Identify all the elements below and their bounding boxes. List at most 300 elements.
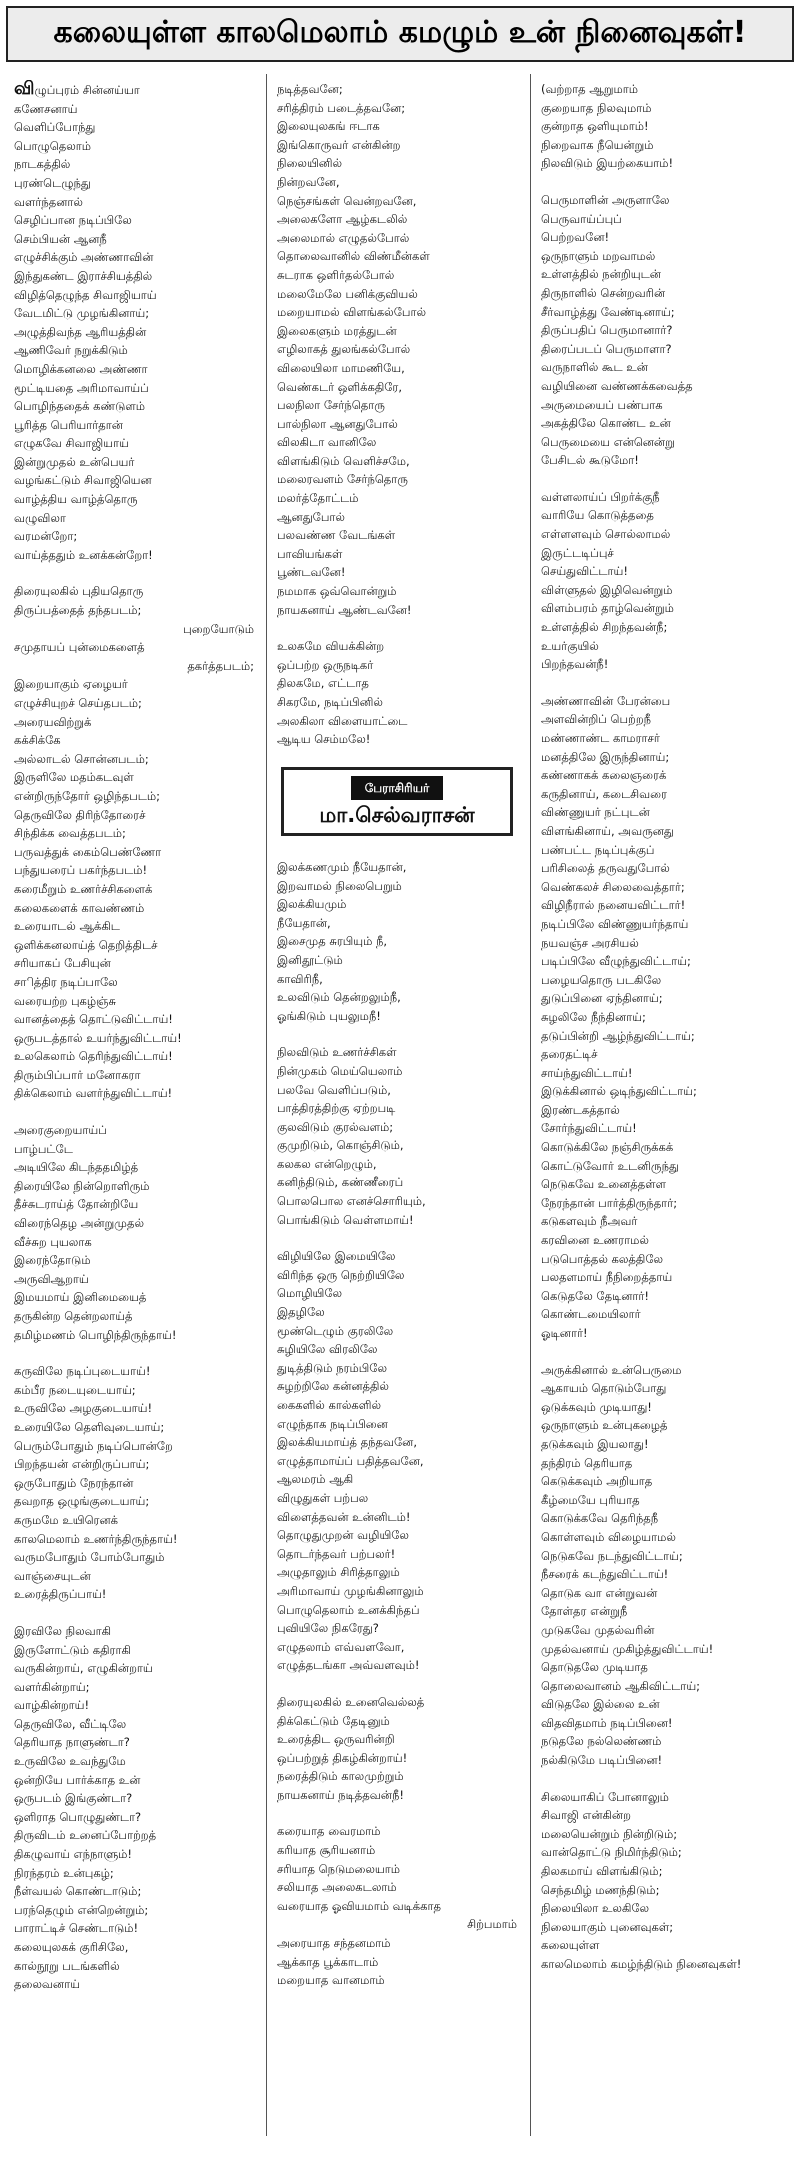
poem-line: உள்ளத்தில் சிறந்தவன்நீ; [541,620,668,635]
poem-line: பெரும்போதும் நடிப்பொன்றே [14,1438,173,1453]
poem-line: தருகின்ற தென்றலாய்த் [14,1309,133,1323]
poem-line: அழுதாலும் சிரித்தாலும் [277,1565,400,1580]
poem-line: மூண்டெழும் குரலிலே [277,1323,394,1338]
poem-line: வானத்தைத் தொட்டுவிட்டாய்! [14,1012,173,1027]
poem-line: அருக்கினால் உன்பெருமை [541,1362,682,1377]
poem-line: துடித்திடும் நரம்பிலே [277,1360,387,1375]
poem-line: மூட்டியதை அரிமாவாய்ப் [14,380,149,395]
page-title: கலையுள்ள காலமெலாம் கமழும் உன் நினைவுகள்! [53,14,747,50]
poem-line: சிந்திக்க வைத்தபடம்; [14,826,126,841]
poem-line: அளவின்றிப் பெற்றநீ [541,712,652,727]
poem-line: உள்ளத்தில் நன்றியுடன் [541,267,661,282]
poem-line: அருவிஆறாய் [14,1271,89,1286]
poem-line: எழுத்தடங்கா அவ்வளவும்! [277,1658,420,1673]
poem-line: உரைத்திருப்பாய்! [14,1587,107,1602]
poem-line: எள்ளளவும் சொல்லாமல் [541,527,671,542]
poem-line: இடுக்கினால் ஒடிந்துவிட்டாய்; [541,1084,697,1099]
poem-line: ஆகாயம் தொடும்போது [541,1381,667,1396]
poem-stanza [277,1693,517,1805]
poem-line: கண்ணாகக் கலைஞரைக் [541,768,667,783]
poem-line: பொழுதெலாம் உனக்கிந்தப் [277,1602,420,1617]
poem-line: இலக்கியமும் [277,897,347,912]
poem-line: புரண்டெழுந்து [14,175,91,190]
poem-stanza [541,488,781,674]
poem-line: கருமமே உயிரெனக் [14,1512,118,1527]
poem-line: முதல்வனாய் முகிழ்த்துவிட்டாய்! [541,1641,714,1656]
poem-stanza [541,1361,781,1770]
poem-line: விண்ணுயர் நட்புடன் [541,805,650,820]
poem-line: கொடுக்கிலே நஞ்சிருக்கக் [541,1140,674,1155]
poem-line: தொடுக வா என்றுவன் [541,1585,658,1600]
poem-line: கலகல என்றெழும், [277,1156,377,1171]
poem-line: பூரித்த பெரியார்தான் [14,417,123,432]
poem-line: குலவிடும் குரல்வளம்; [277,1119,394,1134]
poem-line: ஒன்றியே பார்க்காத உன் [14,1772,141,1787]
poem-line: உரையாடல் ஆக்கிட [14,919,120,934]
poem-line: காலமெலாம் உணர்ந்திருந்தாய்! [14,1531,178,1546]
poem-line: கரைமீறும் உணர்ச்சிகளைக் [14,881,153,896]
poem-line: சரியாகப் பேசியுன் [14,956,111,971]
poem-line: படுபொத்தல் கலத்திலே [541,1251,664,1266]
poem-line: விள்ளுதல் இழிவென்றும் [541,582,673,597]
poem-line: நயவஞ்ச அரசியல் [541,935,639,950]
poem-line: திலகமே, எட்டாத [277,676,369,691]
poem-line: தகர்த்தபடம்; [187,658,254,673]
poem-line: சீர்வாழ்த்து வேண்டினாய்; [541,304,675,319]
poem-line: பால்நிலா ஆனதுபோல் [277,416,398,431]
poem-line: பிறந்தவன்நீ! [541,657,609,672]
poem-line: விளங்கிடும் வெளிச்சமே, [277,453,410,468]
poem-line: ஆலமரம் ஆகி [277,1472,354,1487]
poem-line: புவியிலே நிகரேது? [277,1621,379,1636]
poem-line: சோர்ந்துவிட்டாய்! [541,1121,637,1136]
poem-line: இறவாமல் நிலைபெறும் [277,878,402,893]
poem-line: கக்சிக்கே [14,733,61,748]
poem-line: தொலைவானம் ஆகிவிட்டாய்; [541,1678,701,1693]
poem-line: செய்துவிட்டாய்! [541,564,629,579]
poem-line: ஒருபோதும் நேரந்தான் [14,1475,134,1490]
poem-line: நடுதலே நல்லெண்ணம் [541,1734,662,1749]
poem-line: நடித்தவனே; [277,82,343,96]
column-divider [530,74,531,2136]
poem-line: மொழிக்கனலை அண்ணா [14,361,148,376]
poem-line: கலையுள்ள [541,1938,600,1953]
poem-line: கொட்டுவோர் உடனிருந்து [541,1158,679,1173]
poem-line: காலமெலாம் கமழ்ந்திடும் நினைவுகள்! [541,1957,742,1971]
poem-line: தெருவிலே திரிந்தோரைச் [14,807,146,822]
poem-line: பரிசிலைத் தருவதுபோல் [541,861,670,876]
poem-line: நின்முகம் மெய்யெலாம் [277,1063,403,1078]
poem-line: கெடுதலே தேடினார்! [541,1288,650,1303]
poem-line: திருப்பத்தைத் தந்தபடம்; [14,603,142,618]
drop-cap: வி [14,80,35,99]
poem-line: திரையுலகில் புதியதொரு [14,584,144,599]
poem-line: எழுச்சியுறச் செய்தபடம்; [14,696,142,710]
poem-line: நேரந்தான் பார்த்திருந்தார்; [541,1195,678,1210]
author-role: பேராசிரியர் [351,776,444,801]
poem-line: இலைகளும் மரத்துடன் [277,323,397,338]
poem-line: உரைத்திட ஒருவரின்றி [277,1732,395,1747]
poem-line: வாரியே கொடுத்ததை [541,508,654,523]
poem-line: அடியிலே கிடந்ததமிழ்த் [14,1160,139,1175]
poem-line: திரும்பிப்பார் மனோகரா [14,1067,141,1082]
poem-line: நிலவிடும் இயற்கையாம்! [541,156,674,171]
poem-line: சுழற்றிலே கன்னத்தில் [277,1379,389,1394]
poem-line: நல்கிடுமே படிப்பினை! [541,1753,663,1768]
poem-line: சுழலிலே நீந்தினாய்; [541,1009,646,1024]
poem-line: தெருவிலே, வீட்டிலே [14,1716,127,1731]
poem-line: கணேசனாய் [14,101,78,116]
poem-line: தொடர்ந்தவர் பற்பலர்! [277,1546,396,1561]
poem-line: புறையோடும் [183,621,254,636]
poem-stanza [14,1121,254,1344]
poem-line: நிலவிடும் உணர்ச்சிகள் [277,1045,397,1060]
poem-column-3 [541,80,781,2140]
poem-line: பலவண்ண வேடங்கள் [277,528,396,543]
poem-line: பொங்கிடும் வெள்ளமாய்! [277,1212,414,1227]
poem-stanza [541,1788,781,1974]
poem-line: அருமையைப் பண்பாக [541,397,663,412]
poem-line: எழுதலாம் எவ்வளவோ, [277,1639,405,1654]
poem-line: தமிழ்மணம் பொழிந்திருந்தாய்! [14,1327,177,1342]
poem-line: சலியாத அலைகடலாம் [277,1880,397,1895]
poem-line: ஒளிக்கனலாய்த் தெறித்திடச் [14,937,158,952]
poem-line: விதவிதமாம் நடிப்பினை! [541,1715,673,1730]
poem-line: நெடுகவே உனைத்தள்ள [541,1177,666,1192]
poem-stanza [277,1043,517,1229]
poem-line: பலவே வெளிப்படும், [277,1082,391,1097]
poem-line: தவறாத ஒழுங்குடையாய்; [14,1494,150,1509]
poem-line: பெருமாளின் அருளாலே [541,192,670,207]
poem-line: நரைத்திடும் காலமுற்றும் [277,1769,404,1784]
poem-line: பொழிந்ததைக் கண்டுளம் [14,399,145,414]
poem-line: வெண்கலச் சிலைவைத்தார்; [541,879,685,894]
poem-line: நீயேதான், [277,915,331,930]
poem-line: கம்பீர நடையுடையாய்; [14,1382,136,1397]
poem-line: பாராட்டிச் செண்டாடும்! [14,1921,139,1936]
poem-line: தடுப்பின்றி ஆழ்ந்துவிட்டாய்; [541,1028,695,1043]
poem-line: கைகளில் கால்களில் [277,1398,382,1412]
poem-line: அலைகளோ ஆழ்கடலில் [277,212,408,227]
poem-line: வீச்சுற புயலாக [14,1234,92,1249]
poem-line: நிலையிலா உலகிலே [541,1901,650,1916]
poem-line: அண்ணாவின் பேரன்பை [541,693,671,708]
poem-line: திகழுவாய் எந்நாளும்! [14,1847,133,1862]
poem-line: சரித்திரம் படைத்தவனே; [277,100,406,115]
poem-stanza [14,1622,254,1994]
poem-line: வருகின்றாய், எழுகின்றாய் [14,1661,153,1676]
poem-stanza [277,858,517,1025]
poem-line: ஒடுக்கவும் முடியாது! [541,1399,652,1414]
poem-line: இறையாகும் ஏழையர் [14,677,128,692]
poem-line: ஒருபடத்தால் உயர்ந்துவிட்டாய்! [14,1030,182,1045]
poem-line: வெண்கடர் ஒளிக்கதிரே, [277,379,403,394]
poem-line: நீள்வயல் கொண்டாடும்; [14,1884,142,1899]
poem-line: திக்கெட்டும் தேடினும் [277,1713,390,1728]
poem-line: எழுகவே சிவாஜியாய் [14,436,129,451]
poem-line: ஒருநாளும் உன்புகழைத் [541,1418,668,1433]
poem-line: விளங்கினாய், அவருனது [541,823,674,838]
poem-line: கருவிலே நடிப்புடையாய்! [14,1364,151,1379]
poem-line: நின்றவனே, [277,174,340,189]
poem-line: கலையுலகக் குரிசிலே, [14,1940,129,1954]
poem-line: வாய்த்ததும் உனக்கன்றோ! [14,547,153,562]
poem-line: கலைகளைக் காவண்ணம் [14,900,145,915]
poem-line: தந்திரம் தெரியாத [541,1455,633,1470]
poem-line: வான்தொட்டு நிமிர்ந்திடும்; [541,1845,682,1860]
poem-line: திருப்பதிப் பெருமானார்? [541,323,673,338]
poem-line: அரைகுறையாய்ப் [14,1123,107,1138]
poem-line: ஒருபடம் இங்குண்டா? [14,1791,133,1806]
poem-line: வழங்கட்டும் சிவாஜியென [14,473,152,488]
poem-line: உருவிலே அழகுடையாய்! [14,1401,153,1416]
poem-line: விலையிலா மாமணியே, [277,360,405,375]
poem-line: வரமன்றோ; [14,529,78,544]
poem-line: அலகிலா விளையாட்டை [277,713,408,728]
poem-line: சாித்திர நடிப்பாலே [14,974,118,989]
poem-line: நாயகனாய் ஆண்டவனே! [277,602,412,617]
poem-line: எழுந்தாக நடிப்பினை [277,1416,388,1431]
poem-line: மலைரவளம் சேர்ந்தொரு [277,472,408,487]
poem-stanza [541,191,781,470]
poem-line: பலநிலா சேர்ந்தொரு [277,398,385,413]
poem-line: கெடுக்கவும் அறியாத [541,1474,653,1489]
poem-line: விரைந்தெழ அன்றுமுதல் [14,1216,144,1231]
poem-line: கால்நூறு படங்களில் [14,1958,120,1973]
poem-line: இசைமுத சுரபியும் நீ, [277,934,388,949]
poem-line: விழுதுகள் பற்பல [277,1490,369,1505]
poem-line: முடுகவே முதல்வரின் [541,1622,655,1637]
poem-line: இரண்டகத்தால் [541,1102,620,1117]
poem-line: கொண்டமையிலார் [541,1307,641,1322]
poem-line: மொழியிலே [277,1286,343,1301]
poem-line: வரையாத ஓவியமாம் வடிக்காத [277,1898,441,1913]
poem-line: பெற்றவனே! [541,230,610,245]
poem-line: செம்பியன் ஆனநீ [14,231,107,246]
poem-line: கனிந்திடும், கண்ணீரைப் [277,1175,404,1190]
poem-line: பாழ்பட்டே [14,1141,73,1156]
poem-line: கரவினை உணராமல் [541,1233,649,1248]
poem-line: விடுதலே இல்லை உன் [541,1697,660,1712]
poem-line: விழித்தெழுந்த சிவாஜியாய் [14,287,157,302]
poem-line: கரியாத சூரியனாம் [277,1843,376,1858]
poem-line: மனத்திலே இருந்தினாய்; [541,749,670,764]
poem-line: அழுத்திவந்த ஆரியத்தின் [14,324,147,339]
poem-line: இரவிலே நிலவாகி [14,1623,112,1638]
poem-line: வாழ்த்திய வாழ்த்தொரு [14,492,138,507]
poem-line: கடுகளவும் நீஅவர் [541,1214,638,1229]
poem-line: நெஞ்சங்கள் வென்றவனே, [277,193,417,208]
poem-line: அரையாத சந்தனமாம் [277,1936,391,1951]
poem-line: திக்கெலாம் வளர்ந்துவிட்டாய்! [14,1086,173,1101]
poem-line: ஓடினார்! [541,1326,588,1340]
poem-line: இலக்கியமாய்த் தந்தவனே, [277,1435,417,1450]
poem-line: ஓங்கிடும் புயலுமநீ! [277,1008,381,1023]
poem-line: மலர்த்தோட்டம் [277,491,359,506]
poem-line: எழிலாகத் துலங்கல்போல் [277,342,411,357]
poem-line: திருவிடம் உனைப்போற்றத் [14,1828,157,1843]
title-banner [6,6,794,62]
poem-line: சிகரமே, நடிப்பினில் [277,695,383,709]
poem-line: தெரியாத நாளுண்டா? [14,1735,130,1750]
poem-line: உயர்குயில் [541,638,599,653]
poem-line: பழையதொரு படகிலே [541,972,662,987]
poem-stanza [277,80,517,619]
poem-stanza [14,582,254,1103]
poem-line: செந்தமிழ் மணந்திடும்; [541,1882,660,1897]
poem-line: இருளோட்டும் கதிராகி [14,1642,131,1657]
poem-line [14,80,254,100]
poem-line: நெடுகவே நடந்துவிட்டாய்; [541,1548,683,1563]
poem-line: ஆணிவேர் நறுக்கிடும் [14,343,128,358]
poem-line: வளர்கின்றாய்; [14,1679,90,1694]
poem-line: இந்துகண்ட இராச்சியத்தில் [14,268,153,283]
poem-line: மலையென்றும் நின்றிடும்; [541,1826,678,1841]
poem-line: பேசிடல் கூடுமோ! [541,453,639,468]
poem-line: விழிநீரால் நனையவிட்டார்! [541,898,686,913]
poem-line: (வற்றாத ஆறுமாம் [541,82,638,96]
poem-line: சரியாத நெடுமலையாம் [277,1861,401,1876]
poem-stanza [541,80,781,173]
poem-line: பண்பட்ட நடிப்புக்குப் [541,842,655,857]
poem-line: ஆனதுபோல் [277,509,345,524]
poem-line: பொழுதெலாம் [14,138,92,153]
poem-line: ஒளிராத பொழுதுண்டா? [14,1809,142,1824]
column-divider [266,74,267,2136]
poem-line: இனிதூட்டும் [277,952,343,967]
poem-line: சிலையாகிப் போனாலும் [541,1789,669,1804]
poem-line: இரைந்தோடும் [14,1253,91,1268]
poem-line: வேடமிட்டு முழங்கினாய்; [14,306,150,321]
poem-line: விலகிடா வானிலே [277,435,377,450]
poem-line: திரையுலகில் உனைவெல்லத் [277,1694,425,1709]
poem-line: சமுதாயப் புன்மைகளைத் [14,640,145,655]
poem-line: அகத்திலே கொண்ட உன் [541,416,671,431]
poem-line: பந்துயரைப் பகர்ந்தபடம்! [14,863,148,878]
poem-line: விளம்பரம் தாழ்வென்றும் [541,601,674,616]
poem-line: இமயமாய் இனிமையைத் [14,1290,147,1305]
author-name: மா.செல்வராசன் [319,803,475,828]
author-box [281,767,513,836]
poem-line: கரையாத வைரமாம் [277,1824,381,1839]
poem-line: தீச்சுடராய்த் தோன்றியே [14,1197,139,1212]
poem-line: ஆக்காத பூக்காடாம் [277,1954,379,1969]
poem-line: விரிந்த ஒரு நெற்றியிலே [277,1267,405,1282]
poem-line: அரிமாவாய் முழங்கினாலும் [277,1583,424,1598]
poem-line: நாயகனாய் நடித்தவன்நீ! [277,1787,404,1802]
poem-line: குறையாத நிலவுமாம் [541,100,652,115]
poem-line: தொலைவானில் விண்மீன்கள் [277,249,430,264]
poem-line: என்றிருந்தோர் ஒழிந்தபடம்; [14,788,161,803]
poem-line: வெளிப்போந்து [14,120,96,135]
poem-line: பருவத்துக் கைம்பெண்ணோ [14,844,162,859]
poem-line: இருட்டடிப்புச் [541,545,614,560]
poem-line: தலைவனாய் [14,1977,80,1992]
poem-line: பெருமையை என்னென்று [541,434,675,449]
poem-line: உருவிலே உவந்துமே [14,1754,126,1769]
poem-line: சிவாஜி என்கின்ற [541,1808,631,1823]
poem-line-text: ழுப்புரம் சின்னய்யா [34,83,140,97]
poem-line: மலைமேலே பனிக்குவியல் [277,286,418,301]
poem-line: வருமபோதும் போம்போதும் [14,1550,165,1565]
poem-line: இலையுலகங் ஈடாக [277,119,380,134]
poem-line: நாடகத்தில் [14,157,71,172]
poem-line: வாழ்கின்றாய்! [14,1698,90,1713]
poem-line: உலவிடும் தென்றலும்நீ, [277,990,401,1005]
poem-line: சிற்பமாம் [467,1917,517,1932]
poem-line: கீழ்மையே புரியாத [541,1492,640,1507]
poem-line: நமமாக ஒவ்வொன்றும் [277,584,397,599]
poem-stanza [277,1822,517,1989]
poem-line: ஒருநாளும் மறவாமல் [541,248,656,263]
poem-line: எழுத்தாமாய்ப் பதித்தவனே, [277,1453,424,1468]
poem-line: பொலபொல எனச்சொரியும், [277,1194,426,1209]
poem-line: பாத்திரத்திற்கு ஏற்றபடி [277,1101,396,1116]
poem-line: பரந்தெழும் என்றென்றும்; [14,1902,149,1917]
poem-line: பிறந்தயன் என்றிருப்பாய்; [14,1457,150,1472]
poem-line: காவிரிநீ, [277,971,323,986]
poem-line: தரைதட்டிச் [541,1047,598,1062]
poem-line: விளைத்தவன் உன்னிடம்! [277,1509,411,1524]
poem-line: சாய்ந்துவிட்டாய்! [541,1065,633,1080]
poem-line: வளர்ந்தனால் [14,194,83,209]
poem-line: குமுறிடும், கொஞ்சிடும், [277,1138,404,1153]
poem-column-2 [277,80,517,2140]
poem-line: சுழியிலே விரலிலே [277,1342,378,1357]
poem-line: வரையற்ற புகழ்ஞ்சு [14,993,117,1008]
poem-line: திலகமாய் விளங்கிடும்; [541,1864,663,1879]
poem-line: மண்ணாண்ட காமராசர் [541,731,660,745]
poem-line: நிலையாகும் புனைவுகள்; [541,1919,674,1934]
poem-line: கருதினாய், கடைசிவரை [541,786,667,801]
poem-line: தடுக்கவும் இயலாது! [541,1436,649,1451]
poem-stanza [14,1362,254,1604]
poem-line: செழிப்பான நடிப்பிலே [14,213,132,228]
poem-stanza [277,1247,517,1675]
poem-line: மறையாமல் விளங்கல்போல் [277,305,427,320]
poem-line: பெருவாய்ப்புப் [541,211,622,226]
poem-line: விழியிலே இமையிலே [277,1249,396,1264]
poem-line: இதழிலே [277,1305,325,1320]
poem-line: அலைமால் எழுதல்போல் [277,230,410,245]
poem-line: இலக்கணமும் நீயேதான், [277,859,407,874]
poem-line: பூண்டவனே! [277,565,346,580]
poem-line: அல்லாடல் சொன்னபடம்; [14,751,149,766]
poem-line: இன்றுமுதல் உன்பெயர் [14,454,135,469]
poem-line: உலகெலாம் தெரிந்துவிட்டாய்! [14,1049,173,1064]
poem-line: துடுப்பினை ஏந்தினாய்; [541,991,663,1006]
poem-line: தொழுதுமுறன் வழியிலே [277,1528,409,1543]
poem-line: திருநாளில் சென்றவரின் [541,285,666,300]
poem-line: திரைப்படப் பெருமாளா? [541,341,672,356]
poem-line: அரையவிற்றுக் [14,714,92,729]
poem-line: படிப்பிலே வீழுந்துவிட்டாய்; [541,954,691,969]
poem-line: இருளிலே மதம்கடவுள் [14,770,134,785]
poem-line: வள்ளலாய்ப் பிறர்க்குநீ [541,489,660,504]
poem-line: வருநாளில் கூட உன் [541,360,648,375]
poem-line: வழுவிலா [14,510,66,525]
poem-line: கொள்ளவும் விழையாமல் [541,1529,676,1544]
poem-line: திரையிலே நின்றொளிரும் [14,1178,150,1193]
poem-line: குன்றாத ஒளியுமாம்! [541,119,649,134]
poem-line: வழியினை வண்ணக்கவைத்த [541,378,693,393]
poem-line: நடிப்பிலே விண்ணுயர்ந்தாய் [541,916,689,931]
poem-line: சுடராக ஒளிர்தல்போல் [277,267,395,282]
poem-line: இங்கொருவர் என்கின்ற [277,137,401,152]
poem-line: வாஞ்சையுடன் [14,1568,91,1583]
poem-line: கொடுக்கவே தெரிந்தநீ [541,1511,659,1526]
poem-line: உரையிலே தெளிவுடையாய்; [14,1419,165,1434]
